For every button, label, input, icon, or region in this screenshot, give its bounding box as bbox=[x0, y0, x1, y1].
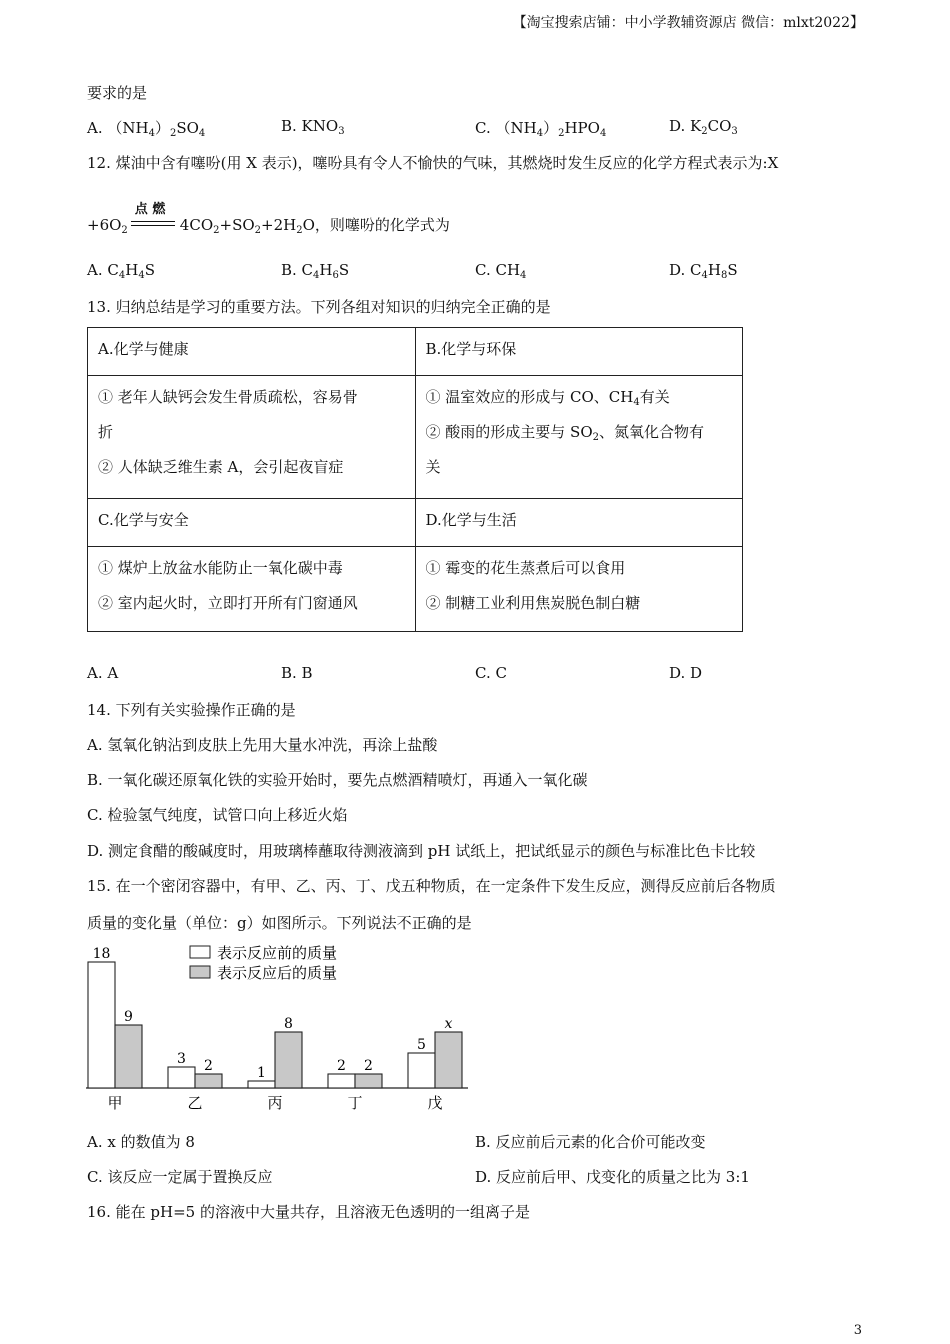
bar-before-4 bbox=[328, 1074, 355, 1088]
category-label: 丁 bbox=[347, 1094, 363, 1112]
q13-option-b: B. B bbox=[281, 664, 313, 682]
bar-value-label: 2 bbox=[337, 1058, 346, 1074]
page-header: 【淘宝搜索店铺：中小学教辅资源店 微信：mlxt2022】 bbox=[512, 15, 864, 31]
page-number: 3 bbox=[853, 1323, 862, 1338]
bar-after-4 bbox=[355, 1074, 382, 1088]
cell-d-title: D.化学与生活 bbox=[415, 499, 743, 547]
bar-value-label: x bbox=[444, 1016, 453, 1032]
q14-option-a: A. 氢氧化钠沾到皮肤上先用大量水冲洗，再涂上盐酸 bbox=[87, 736, 438, 754]
q14-option-d: D. 测定食醋的酸碱度时，用玻璃棒蘸取待测液滴到 pH 试纸上，把试纸显示的颜色与标准比色卡比较 bbox=[87, 842, 756, 860]
q14-option-c: C. 检验氢气纯度，试管口向上移近火焰 bbox=[87, 806, 348, 824]
bar-value-label: 3 bbox=[177, 1051, 186, 1067]
q15-option-c: C. 该反应一定属于置换反应 bbox=[87, 1168, 273, 1186]
bar-after-1 bbox=[115, 1025, 142, 1088]
q13-option-a: A. A bbox=[87, 664, 119, 682]
cell-c-title: C.化学与安全 bbox=[88, 499, 416, 547]
cell-a-title: A.化学与健康 bbox=[88, 328, 416, 376]
q12-option-d: D. $C_4H_8S$ bbox=[669, 261, 738, 281]
q15-option-a: A. x 的数值为 8 bbox=[87, 1133, 195, 1151]
category-label: 甲 bbox=[107, 1094, 123, 1112]
q12-option-a: A. $C_4H_4S$ bbox=[87, 261, 155, 281]
bar-after-5 bbox=[435, 1032, 462, 1088]
cell-b-content: ① 温室效应的形成与 CO、$CH_4$有关 ② 酸雨的形成主要与 $SO_2$、氮氧化合物有 关 bbox=[415, 376, 743, 499]
knowledge-table bbox=[87, 327, 743, 632]
q11-option-d: D. $K_2CO_3$ bbox=[669, 117, 738, 137]
bar-after-3 bbox=[275, 1032, 302, 1088]
q12-option-c: C. $CH_4$ bbox=[475, 261, 527, 281]
bar-value-label: 9 bbox=[124, 1009, 133, 1025]
legend-label: 表示反应后的质量 bbox=[217, 964, 338, 982]
q15-option-b: B. 反应前后元素的化合价可能改变 bbox=[475, 1133, 706, 1151]
q14-option-b: B. 一氧化碳还原氧化铁的实验开始时，要先点燃酒精喷灯，再通入一氧化碳 bbox=[87, 771, 588, 789]
q13-option-c: C. C bbox=[475, 664, 507, 682]
cell-d-content: ① 霉变的花生蒸煮后可以食用 ② 制糖工业利用焦炭脱色制白糖 bbox=[415, 547, 743, 632]
q12-equation: $+6O_2$ 点 燃 $4CO_2+SO_2+2H_2O$，则噻吩的化学式为 bbox=[87, 214, 450, 235]
q16-stem: 16. 能在 pH=5 的溶液中大量共存，且溶液无色透明的一组离子是 bbox=[87, 1203, 530, 1221]
q11-option-a: A. $(NH_4)_2SO_4$ bbox=[87, 119, 206, 139]
reaction-condition-arrow bbox=[131, 202, 177, 235]
bar-value-label: 2 bbox=[364, 1058, 373, 1074]
q12-option-b: B. $C_4H_6S$ bbox=[281, 261, 350, 281]
q11-option-b: B. $KNO_3$ bbox=[281, 117, 345, 137]
bar-before-2 bbox=[168, 1067, 195, 1088]
q15-stem-line1: 15. 在一个密闭容器中，有甲、乙、丙、丁、戊五种物质，在一定条件下发生反应，测得反应前后各物质 bbox=[87, 877, 776, 895]
q14-stem: 14. 下列有关实验操作正确的是 bbox=[87, 701, 296, 719]
q15-option-d: D. 反应前后甲、戊变化的质量之比为 3:1 bbox=[475, 1168, 750, 1186]
category-label: 丙 bbox=[267, 1094, 283, 1112]
cell-b-title: B.化学与环保 bbox=[415, 328, 743, 376]
legend-swatch bbox=[190, 946, 210, 958]
category-label: 戊 bbox=[427, 1094, 443, 1112]
bar-before-5 bbox=[408, 1053, 435, 1088]
legend-swatch bbox=[190, 966, 210, 978]
cell-c-content: ① 煤炉上放盆水能防止一氧化碳中毒 ② 室内起火时，立即打开所有门窗通风 bbox=[88, 547, 416, 632]
legend-label: 表示反应前的质量 bbox=[217, 944, 338, 962]
bar-before-3 bbox=[248, 1081, 275, 1088]
bar-value-label: 2 bbox=[204, 1058, 213, 1074]
bar-value-label: 18 bbox=[92, 946, 111, 962]
q13-stem: 13. 归纳总结是学习的重要方法。下列各组对知识的归纳完全正确的是 bbox=[87, 298, 551, 316]
bar-after-2 bbox=[195, 1074, 222, 1088]
cell-a-content: ① 老年人缺钙会发生骨质疏松，容易骨 折 ② 人体缺乏维生素 A，会引起夜盲症 bbox=[88, 376, 416, 499]
q13-option-d: D. D bbox=[669, 664, 703, 682]
mass-change-bar-chart bbox=[80, 940, 480, 1115]
q12-stem: 12. 煤油中含有噻吩(用 X 表示)，噻吩具有令人不愉快的气味，其燃烧时发生反应的化学方程式表示为:X bbox=[87, 154, 779, 172]
bar-before-1 bbox=[88, 962, 115, 1088]
bar-value-label: 1 bbox=[257, 1065, 266, 1081]
q15-stem-line2: 质量的变化量（单位：g）如图所示。下列说法不正确的是 bbox=[87, 914, 472, 932]
q11-stem-tail: 要求的是 bbox=[87, 84, 148, 102]
category-label: 乙 bbox=[187, 1094, 203, 1112]
bar-value-label: 8 bbox=[284, 1016, 293, 1032]
bar-value-label: 5 bbox=[417, 1037, 426, 1053]
reaction-condition: 点 燃 bbox=[134, 202, 166, 217]
q11-option-c: C. $(NH_4)_2HPO_4$ bbox=[475, 119, 607, 139]
